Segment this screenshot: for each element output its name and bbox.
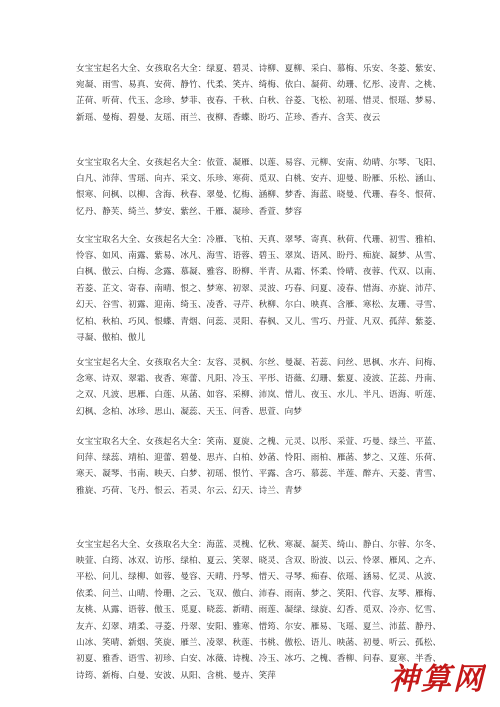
name-list-paragraph-2: 女宝宝取名大全、女孩起名大全：依萱、凝雁、以莲、易容、元柳、安南、幼晴、尔琴、飞阳、白凡、沛萍、雪瑶、向卉、采文、乐珍、寒荷、觅双、白桃、安卉、迎曼、盼雁、乐松、涵山、恨寒、问枫、以柳、含海、秋春、翠曼、忆梅、涵柳、梦香、海蓝、晓曼、代珊、春冬、恨荷、忆丹、静芙、绮兰、梦安、紫丝、千雁、凝珍、香萱、梦容 xyxy=(76,157,442,217)
name-list-paragraph-5: 女宝宝取名大全、女孩起名大全：笑南、夏旋、之槐、元灵、以彤、采萱、巧曼、绿兰、平蓝、问萍、绿蕊、靖柏、迎蕾、碧曼、思卉、白柏、妙菡、怜阳、雨柏、雁菡、梦之、又莲、乐荷、寒天、凝琴、书南、映天、白梦、初瑶、恨竹、平露、含巧、慕蕊、半莲、醉卉、天菱、青雪、雅旋、巧荷、飞丹、恨云、若灵、尔云、幻天、诗兰、青梦 xyxy=(76,436,442,496)
watermark-logo xyxy=(388,657,486,697)
name-list-paragraph-4: 女宝宝起名大全、女孩取名大全：友容、灵枫、尔丝、曼凝、若蕊、问丝、思枫、水卉、问梅、念寒、诗双、翠霜、夜香、寒蕾、凡阳、冷玉、平彤、语薇、幻珊、紫夏、凌波、芷蕊、丹南、之双、凡波、思雁、白莲、从菡、如容、采柳、沛岚、惜儿、夜玉、水儿、半凡、语海、听莲、幻枫、念柏、冰珍、思山、凝蕊、天玉、问香、思萱、向梦 xyxy=(76,357,442,417)
name-list-paragraph-6: 女宝宝起名大全、女孩取名大全：海蓝、灵槐、忆秋、寒凝、凝芙、绮山、静白、尔蓉、尔冬、映萱、白筠、冰双、访彤、绿柏、夏云、笑翠、晓灵、含双、盼波、以云、怜翠、雁风、之卉、平松、问儿、绿柳、如蓉、曼容、天晴、丹琴、惜天、寻琴、痴春、依瑶、涵易、忆灵、从波、依柔、问兰、山晴、怜珊、之云、飞双、傲白、沛春、雨南、梦之、笑阳、代容、友琴、雁梅、友桃、从露、语蓉、傲玉、觅夏、晓蕊、新晴、雨莲、凝绿、绿旋、幻香、觅双、冷亦、忆雪、友卉、幻翠、靖柔、寻菱、丹翠、安阳、雅寒、惜筠、尔安、雁易、飞瑶、夏兰、沛蓝、静丹、山冰、笑晴、新烟、笑旋、雁兰、凌翠、秋莲、书桃、傲松、语儿、映菡、初曼、听云、孤松、初夏、雅香、语雪、初珍、白安、冰薇、诗槐、冷玉、冰巧、之槐、香柳、问春、夏寒、半香、诗筠、新梅、白曼、安波、从阳、含桃、曼卉、笑萍 xyxy=(76,539,442,681)
name-list-paragraph-1: 女宝宝起名大全、女孩取名大全：绿夏、碧灵、诗柳、夏柳、采白、慕梅、乐安、冬菱、紫安、宛凝、雨雪、易真、安荷、静竹、代柔、笑卉、绮梅、依白、凝荷、幼珊、忆彤、凌青、之桃、芷荷、听荷、代玉、念珍、梦菲、夜春、千秋、白秋、谷菱、飞松、初瑶、惜灵、恨瑶、梦易、新瑶、曼梅、碧曼、友瑶、雨兰、夜柳、香蝶、盼巧、芷珍、香卉、含芙、夜云 xyxy=(76,63,442,123)
watermark-text: 神算网 xyxy=(389,662,485,697)
name-list-paragraph-3: 女宝宝取名大全、女孩起名大全：冷雁、飞柏、天真、翠琴、寄真、秋荷、代珊、初雪、雅柏、怜容、如风、南露、紫易、冰凡、海雪、语蓉、碧玉、翠岚、语风、盼丹、痴旋、凝梦、从雪、白枫、傲云、白梅、念露、慕凝、雅容、盼柳、半青、从霜、怀柔、怜晴、夜蓉、代双、以南、若菱、芷文、寄春、南晴、恨之、梦寒、初翠、灵波、巧春、问夏、凌春、惜海、亦旋、沛芹、幻天、谷雪、初露、迎南、绮玉、凌香、寻芹、秋柳、尔白、映真、含雁、寒松、友珊、寻雪、忆柏、秋柏、巧风、恨蝶、青烟、问蕊、灵阳、春枫、又儿、雪巧、丹萱、凡双、孤萍、紫菱、寻凝、傲柏、傲儿 xyxy=(76,234,442,344)
brush-calligraphy-logo xyxy=(388,657,486,697)
